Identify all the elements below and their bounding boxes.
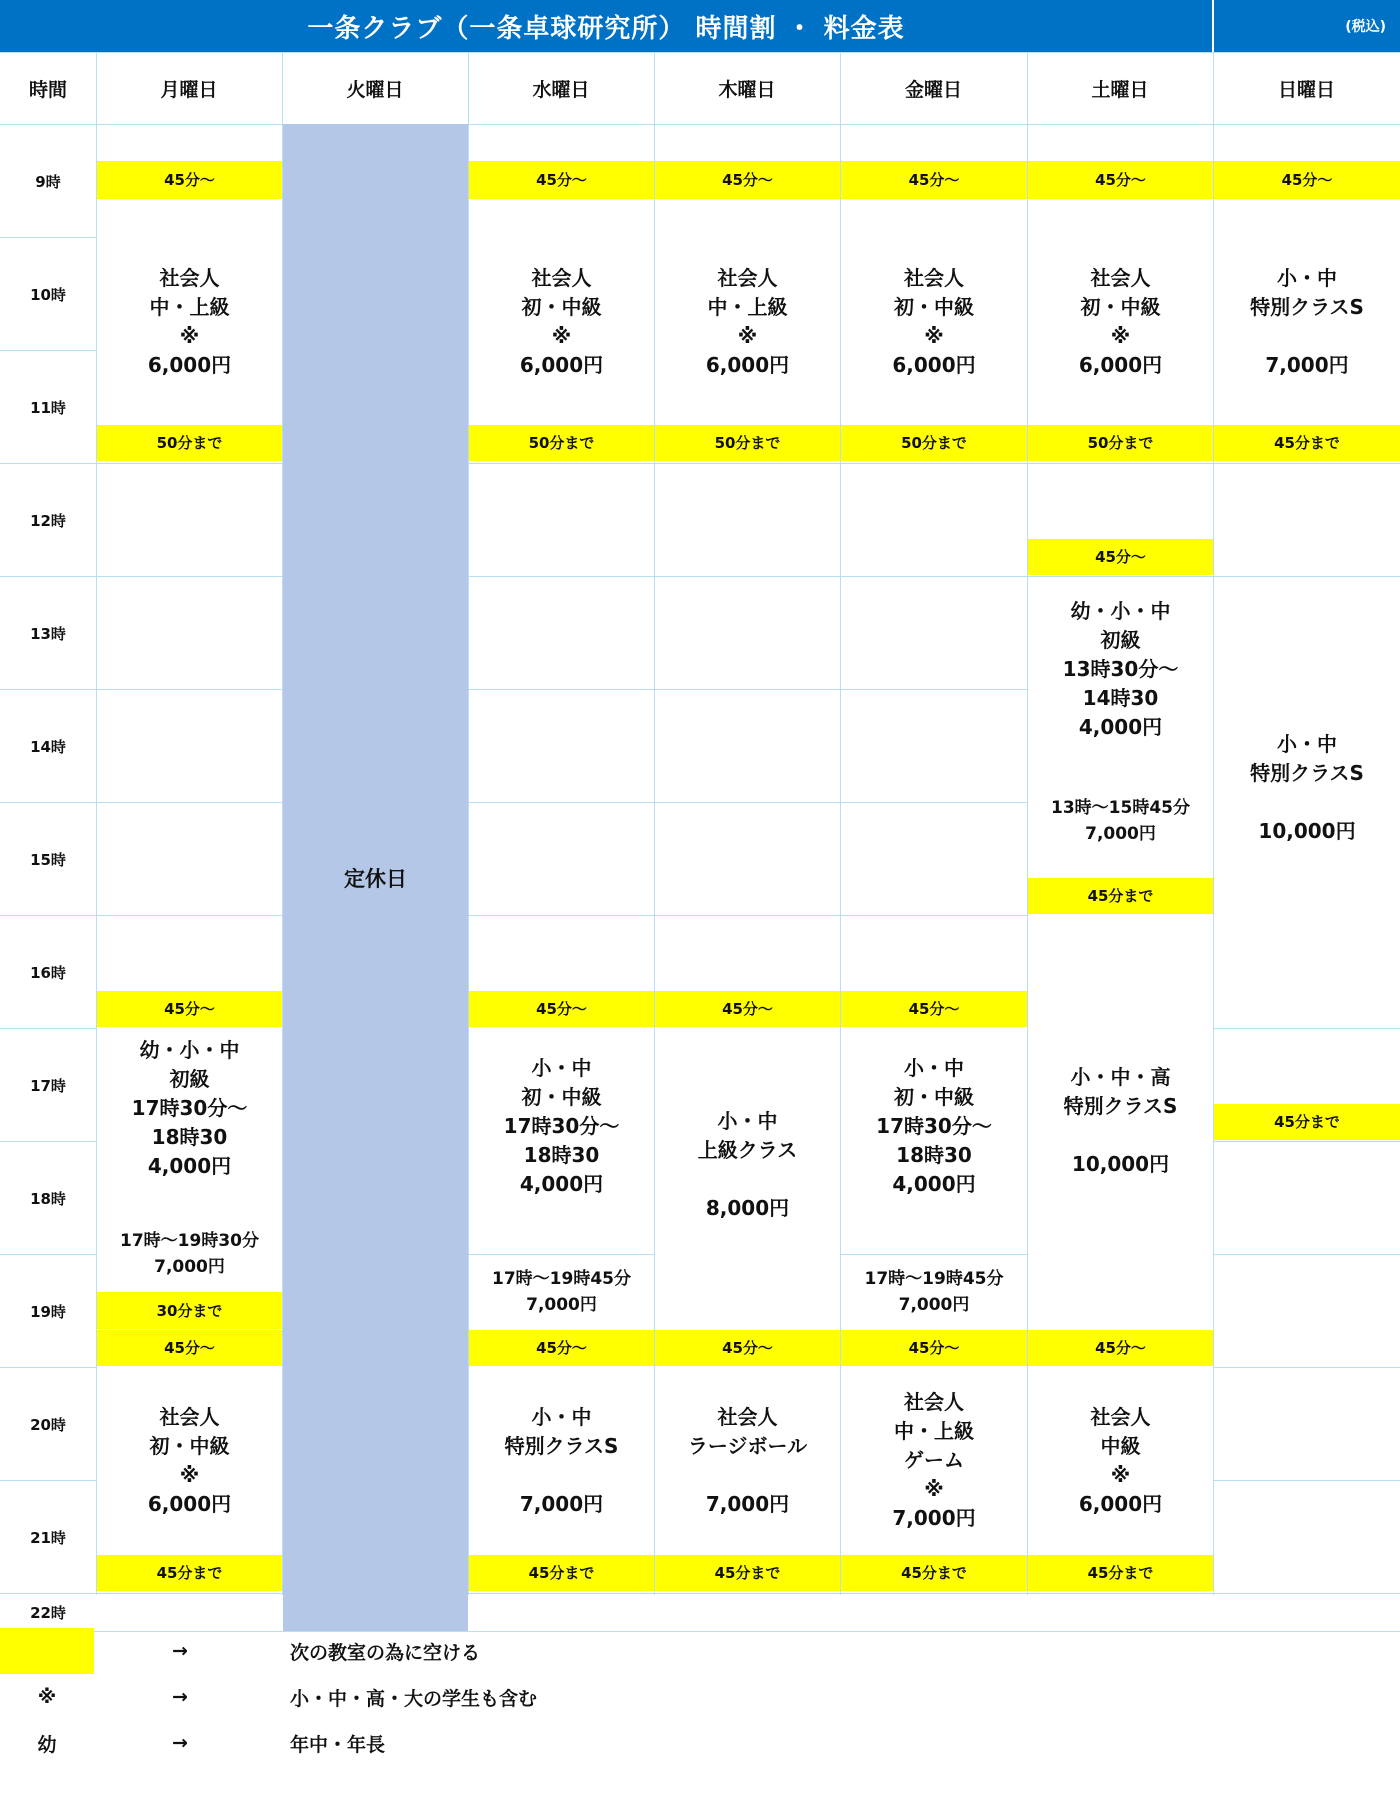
- class-line: 6,000円: [519, 353, 604, 378]
- class-line: 特別クラスS: [1250, 295, 1364, 320]
- extended-line: 13時～15時45分: [1051, 797, 1190, 818]
- class-line: 幼・小・中: [1070, 599, 1171, 624]
- class-line: 18時30: [151, 1124, 228, 1149]
- class-line: 4,000円: [892, 1171, 976, 1196]
- legend-swatch-yellow: [0, 1628, 94, 1674]
- hour-label: 20時: [30, 1415, 66, 1434]
- extended-line: 7,000円: [526, 1295, 597, 1316]
- gap-bar: 45分まで: [1028, 1555, 1213, 1591]
- class-line: 中・上級: [894, 1419, 974, 1444]
- hour-label: 10時: [30, 285, 66, 304]
- hour-label: 16時: [30, 963, 66, 982]
- day-header: 土曜日: [1091, 79, 1149, 101]
- tax-note: (税込): [1214, 0, 1400, 52]
- class-block[interactable]: [469, 1367, 654, 1555]
- extended-line: 7,000円: [1085, 823, 1156, 844]
- legend-symbol: 幼: [37, 1733, 57, 1756]
- day-header: 日曜日: [1277, 79, 1335, 101]
- class-line: 社会人: [159, 266, 220, 291]
- class-line: 社会人: [717, 1404, 778, 1429]
- hour-label: 12時: [30, 511, 66, 530]
- class-line: 7,000円: [519, 1491, 604, 1516]
- class-block[interactable]: [469, 1001, 654, 1252]
- class-line: 小・中・高: [1070, 1064, 1171, 1089]
- hour-label: 19時: [30, 1302, 66, 1321]
- class-line: 小・中: [904, 1055, 964, 1080]
- grid-line-horizontal: [0, 124, 1400, 125]
- gap-bar: 45分～: [469, 1330, 654, 1366]
- class-line: 7,000円: [705, 1491, 790, 1516]
- class-block[interactable]: [841, 1367, 1027, 1555]
- class-block[interactable]: [97, 210, 282, 435]
- class-line: ラージボール: [687, 1433, 808, 1458]
- class-line: 社会人: [904, 1390, 964, 1415]
- class-line: 初・中級: [521, 295, 602, 320]
- hour-label: 22時: [30, 1604, 66, 1622]
- gap-bar: 45分～: [655, 1330, 840, 1366]
- gap-bar: 45分～: [655, 161, 840, 198]
- class-block[interactable]: [97, 1367, 282, 1555]
- extended-line: 17時～19時45分: [864, 1269, 1004, 1290]
- hour-label: 11時: [30, 398, 66, 417]
- class-line: 17時30分～: [131, 1095, 248, 1120]
- class-line: 社会人: [717, 266, 778, 291]
- hour-label: 17時: [30, 1076, 66, 1095]
- class-line: 初級: [169, 1066, 210, 1091]
- class-line: ※: [179, 324, 200, 349]
- gap-bar: 45分まで: [1214, 425, 1400, 461]
- class-line: ※: [924, 1477, 944, 1502]
- class-line: 初・中級: [521, 1084, 602, 1109]
- class-line: 8,000円: [705, 1195, 790, 1220]
- class-line: 18時30: [896, 1142, 972, 1167]
- class-line: 初・中級: [149, 1433, 230, 1458]
- class-line: ※: [1110, 1462, 1131, 1487]
- gap-bar: 45分まで: [97, 1555, 282, 1591]
- class-line: 6,000円: [892, 353, 976, 378]
- gap-bar: 45分まで: [469, 1555, 654, 1591]
- hour-label: 13時: [30, 624, 66, 643]
- class-line: 7,000円: [1265, 353, 1349, 378]
- class-line: 初級: [1100, 628, 1141, 653]
- class-line: 特別クラスS: [504, 1433, 619, 1458]
- class-line: ※: [924, 324, 944, 349]
- class-line: 7,000円: [892, 1506, 976, 1531]
- gap-bar: 30分まで: [97, 1292, 282, 1328]
- class-line: 初・中級: [894, 1084, 974, 1109]
- legend-description: 小・中・高・大の学生も含む: [290, 1687, 538, 1710]
- legend-symbol: ※: [37, 1686, 57, 1708]
- closed-day-column: 定休日: [283, 124, 468, 1631]
- legend-arrow: →: [172, 1686, 188, 1708]
- extended-line: 7,000円: [154, 1257, 225, 1278]
- extended-line: 7,000円: [898, 1295, 970, 1316]
- hour-label: 15時: [30, 850, 66, 869]
- class-line: 18時30: [523, 1142, 600, 1167]
- class-block[interactable]: [1028, 1367, 1213, 1555]
- class-line: 17時30分～: [503, 1113, 620, 1138]
- class-line: 社会人: [159, 1404, 220, 1429]
- class-block[interactable]: [1028, 913, 1213, 1329]
- class-line: 社会人: [1090, 266, 1151, 291]
- class-line: 6,000円: [147, 353, 232, 378]
- class-line: 13時30分～: [1062, 657, 1179, 682]
- class-line: 初・中級: [894, 295, 974, 320]
- class-line: 4,000円: [519, 1171, 604, 1196]
- class-block[interactable]: [1214, 577, 1400, 1000]
- day-header: 月曜日: [160, 79, 218, 101]
- class-line: 社会人: [1090, 1404, 1151, 1429]
- class-line: 特別クラスS: [1250, 761, 1364, 786]
- class-line: ※: [1110, 324, 1131, 349]
- legend-arrow: →: [172, 1640, 188, 1662]
- class-line: 上級クラス: [697, 1137, 798, 1162]
- gap-bar: 50分まで: [841, 425, 1027, 461]
- class-line: 初・中級: [1080, 295, 1161, 320]
- class-block[interactable]: [97, 1001, 282, 1216]
- gap-bar: 45分まで: [841, 1555, 1027, 1591]
- gap-bar: 45分～: [97, 161, 282, 198]
- gap-bar: 45分～: [655, 991, 840, 1027]
- legend-description: 次の教室の為に空ける: [290, 1641, 481, 1664]
- hour-label: 18時: [30, 1189, 66, 1208]
- class-line: 幼・小・中: [139, 1037, 240, 1062]
- class-line: 6,000円: [1078, 353, 1163, 378]
- extended-session[interactable]: [841, 1255, 1027, 1330]
- gap-bar: 45分まで: [655, 1555, 840, 1591]
- class-line: ※: [551, 324, 572, 349]
- class-block[interactable]: [469, 210, 654, 435]
- class-block[interactable]: [1028, 210, 1213, 435]
- hour-label: 14時: [30, 737, 66, 756]
- gap-bar: 45分～: [97, 1330, 282, 1366]
- class-line: 10,000円: [1258, 819, 1356, 844]
- extended-line: 17時～19時45分: [492, 1269, 631, 1290]
- class-line: 小・中: [1277, 732, 1337, 757]
- class-block[interactable]: [655, 1001, 840, 1329]
- gap-bar: 45分～: [841, 1330, 1027, 1366]
- class-line: 6,000円: [705, 353, 790, 378]
- gap-bar: 45分～: [1028, 1330, 1213, 1366]
- day-header: 木曜日: [718, 79, 776, 101]
- day-header: 水曜日: [532, 79, 590, 101]
- class-line: 4,000円: [1078, 715, 1163, 740]
- hour-label: 21時: [30, 1528, 66, 1547]
- class-block[interactable]: [841, 1001, 1027, 1252]
- class-block[interactable]: [1214, 210, 1400, 435]
- gap-bar: 45分～: [1214, 161, 1400, 198]
- class-line: 中・上級: [149, 295, 230, 320]
- class-block[interactable]: [1028, 577, 1213, 762]
- class-line: 中級: [1100, 1433, 1141, 1458]
- class-line: 6,000円: [147, 1491, 232, 1516]
- class-block[interactable]: [841, 210, 1027, 435]
- class-line: 小・中: [717, 1108, 778, 1133]
- hour-label: 9時: [35, 172, 61, 191]
- class-line: ※: [737, 324, 758, 349]
- grid-line-horizontal: [0, 1593, 1400, 1594]
- gap-bar: 45分まで: [1028, 878, 1213, 914]
- class-line: 中・上級: [707, 295, 788, 320]
- gap-bar: 45分～: [97, 991, 282, 1027]
- gap-bar: 45分～: [1028, 539, 1213, 575]
- page-title: 一条クラブ（一条卓球研究所） 時間割 ・ 料金表: [0, 0, 1212, 52]
- class-line: 小・中: [531, 1404, 592, 1429]
- gap-bar: 45分～: [841, 161, 1027, 198]
- day-header: 金曜日: [904, 79, 962, 101]
- class-line: 10,000円: [1071, 1151, 1170, 1176]
- class-line: 特別クラスS: [1063, 1093, 1178, 1118]
- gap-bar: 45分～: [469, 161, 654, 198]
- class-line: 17時30分～: [876, 1113, 992, 1138]
- legend-arrow: →: [172, 1732, 188, 1754]
- class-line: 小・中: [531, 1055, 592, 1080]
- gap-bar: 45分～: [469, 991, 654, 1027]
- gap-bar: 50分まで: [655, 425, 840, 461]
- class-line: 14時30: [1082, 686, 1159, 711]
- class-line: 社会人: [531, 266, 592, 291]
- class-line: 6,000円: [1078, 1491, 1163, 1516]
- gap-bar: 45分～: [841, 991, 1027, 1027]
- gap-bar: 50分まで: [469, 425, 654, 461]
- class-line: 4,000円: [147, 1153, 232, 1178]
- extended-line: 17時～19時30分: [120, 1231, 259, 1252]
- class-line: 社会人: [904, 266, 964, 291]
- extended-session[interactable]: [1028, 765, 1213, 877]
- class-line: ※: [179, 1462, 200, 1487]
- legend-description: 年中・年長: [290, 1733, 386, 1756]
- gap-bar: 45分～: [1028, 161, 1213, 198]
- gap-bar: 45分まで: [1214, 1104, 1400, 1140]
- extended-session[interactable]: [469, 1255, 654, 1330]
- class-block[interactable]: [655, 1367, 840, 1555]
- class-line: ゲーム: [904, 1448, 964, 1473]
- gap-bar: 50分まで: [97, 425, 282, 461]
- extended-session[interactable]: [97, 1217, 282, 1293]
- time-column-header: 時間: [28, 79, 67, 101]
- class-line: 小・中: [1277, 266, 1337, 291]
- gap-bar: 50分まで: [1028, 425, 1213, 461]
- day-header: 火曜日: [346, 79, 404, 101]
- class-block[interactable]: [655, 210, 840, 435]
- grid-line-horizontal: [0, 463, 1400, 464]
